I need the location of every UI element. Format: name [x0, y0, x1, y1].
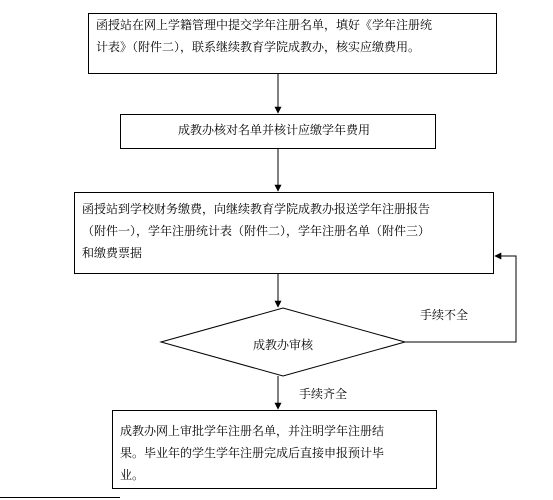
- branch-incomplete-label: 手续不全: [420, 308, 469, 322]
- step2-text: 成教办核对名单并核计应缴学年费用: [178, 123, 371, 137]
- step3-line1: 函授站到学校财务缴费，向继续教育学院成教办报送学年注册报告: [82, 202, 431, 216]
- step4-box: [112, 410, 436, 488]
- decision-label: 成教办审核: [252, 338, 313, 352]
- step2-box: [120, 114, 435, 148]
- step4-line1: 成教办网上审批学年注册名单，并注明学年注册结: [120, 424, 385, 438]
- step1-line2: 计表》（附件二），联系继续教育学院成教办，核实应缴费用。: [96, 40, 421, 54]
- step3-line2: （附件一），学年注册统计表（附件二），学年注册名单（附件三）: [82, 224, 431, 238]
- step4-line2: 果。毕业年的学生学年注册完成后直接申报预计毕: [120, 446, 385, 460]
- step4-line3: 业。: [120, 468, 145, 482]
- branch-complete-label: 手续齐全: [299, 387, 348, 401]
- step1-box: [88, 13, 496, 73]
- step3-box: [74, 192, 493, 273]
- step1-line1: 函授站在网上学籍管理中提交学年注册名单，填好《学年注册统: [96, 18, 433, 32]
- step3-line3: 和缴费票据: [82, 246, 143, 260]
